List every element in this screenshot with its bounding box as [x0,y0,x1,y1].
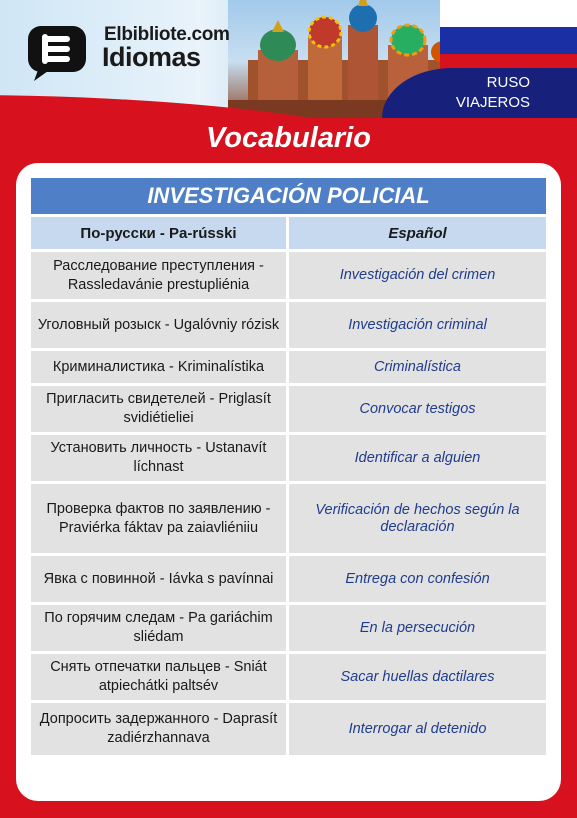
spanish-term: Investigación del crimen [289,252,546,299]
russian-term: Уголовный розыск - Ugalóvniy rózisk [31,302,286,348]
table-row [31,435,546,481]
level-tag: VIAJEROS [455,94,530,111]
russian-term: Явка с повинной - Iávka s pavínnai [31,556,286,602]
table-row [31,654,546,700]
table-row [31,351,546,383]
table-header-row [31,217,546,249]
table-title: INVESTIGACIÓN POLICIAL [31,178,546,214]
spanish-term: Sacar huellas dactilares [289,654,546,700]
column-header-spanish: Español [289,217,546,249]
russian-term: По горячим следам - Pa gariáchim sliédam [31,605,286,651]
russian-term: Допросить задержанного - Daprasít zadiérzhannava [31,703,286,755]
logo-brand-name: Idiomas [102,42,201,72]
spanish-term: Entrega con confesión [289,556,546,602]
russian-term: Проверка фактов по заявлению - Praviérka fáktav pa zaiavliéniiu [31,484,286,553]
spanish-term: Criminalística [289,351,546,383]
logo-site-name: Elbibliote.com [104,24,230,45]
table-row [31,484,546,553]
table-row [31,556,546,602]
spanish-term: En la persecución [289,605,546,651]
russian-term: Снять отпечатки пальцев - Sniát atpiechátki paltsév [31,654,286,700]
vocabulary-table [31,178,546,758]
spanish-term: Verificación de hechos según la declaración [289,484,546,553]
russian-term: Криминалистика - Kriminalístika [31,351,286,383]
page-title: Vocabulario [206,122,371,154]
header-banner [0,0,577,118]
spanish-term: Identificar a alguien [289,435,546,481]
spanish-term: Interrogar al detenido [289,703,546,755]
russian-term: Установить личность - Ustanavít líchnast [31,435,286,481]
russian-term: Пригласить свидетелей - Priglasít svidiétieliei [31,386,286,432]
table-row [31,605,546,651]
spanish-term: Convocar testigos [289,386,546,432]
table-row [31,252,546,299]
book-logo-icon [24,24,90,82]
table-row [31,703,546,755]
spanish-term: Investigación criminal [289,302,546,348]
table-row [31,302,546,348]
table-row [31,386,546,432]
language-tag: RUSO [486,74,530,91]
russian-term: Расследование преступления - Rassledavánie prestupliénia [31,252,286,299]
column-header-russian: По-русски - Pa-rússki [31,217,286,249]
